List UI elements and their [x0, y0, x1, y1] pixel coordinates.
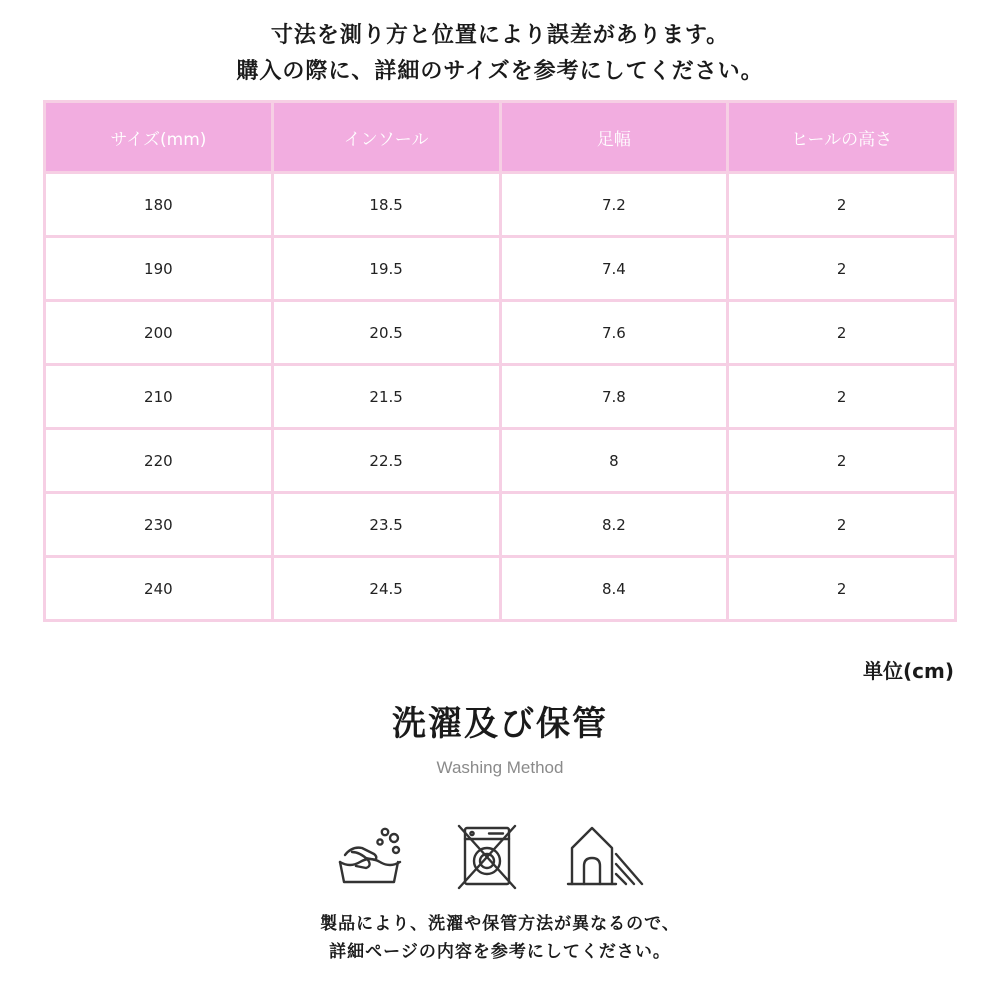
cell-insole: 18.5 — [272, 173, 500, 237]
cell-size: 190 — [45, 237, 273, 301]
size-table — [43, 100, 957, 622]
footer-line-1: 製品により、洗濯や保管方法が異なるので、 — [320, 914, 680, 934]
cell-insole: 21.5 — [272, 365, 500, 429]
washing-title: 洗濯及び保管 — [392, 704, 608, 744]
cell-heel-height: 2 — [728, 493, 956, 557]
cell-insole: 22.5 — [272, 429, 500, 493]
cell-size: 230 — [45, 493, 273, 557]
cell-size: 220 — [45, 429, 273, 493]
cell-foot-width: 7.4 — [500, 237, 728, 301]
cell-foot-width: 7.2 — [500, 173, 728, 237]
cell-size: 200 — [45, 301, 273, 365]
table-row — [45, 301, 956, 365]
cell-heel-height: 2 — [728, 173, 956, 237]
table-row — [45, 237, 956, 301]
table-row — [45, 365, 956, 429]
header-insole: インソール — [272, 102, 500, 173]
cell-heel-height: 2 — [728, 365, 956, 429]
cell-insole: 24.5 — [272, 557, 500, 621]
cell-foot-width: 8 — [500, 429, 728, 493]
cell-foot-width: 8.4 — [500, 557, 728, 621]
cell-insole: 23.5 — [272, 493, 500, 557]
intro-note — [0, 18, 1000, 90]
table-row — [45, 493, 956, 557]
cell-heel-height: 2 — [728, 237, 956, 301]
cell-foot-width: 7.8 — [500, 365, 728, 429]
intro-line-2: 購入の際に、詳細のサイズを参考にしてください。 — [236, 59, 764, 84]
cell-size: 240 — [45, 557, 273, 621]
cell-heel-height: 2 — [728, 301, 956, 365]
header-foot-width: 足幅 — [500, 102, 728, 173]
unit-note: 単位(cm) — [863, 659, 954, 683]
footer-line-2: 詳細ページの内容を参考にしてください。 — [329, 942, 671, 962]
table-row — [45, 557, 956, 621]
cell-heel-height: 2 — [728, 557, 956, 621]
cell-insole: 19.5 — [272, 237, 500, 301]
header-heel-height: ヒールの高さ — [728, 102, 956, 173]
cell-foot-width: 7.6 — [500, 301, 728, 365]
table-row — [45, 429, 956, 493]
cell-heel-height: 2 — [728, 429, 956, 493]
header-size: サイズ(mm) — [45, 102, 273, 173]
washing-subtitle: Washing Method — [436, 758, 564, 777]
cell-size: 210 — [45, 365, 273, 429]
dry-in-shade-icon — [564, 822, 644, 892]
cell-insole: 20.5 — [272, 301, 500, 365]
no-machine-wash-icon — [447, 822, 527, 892]
cell-foot-width: 8.2 — [500, 493, 728, 557]
table-header-row — [45, 102, 956, 173]
footer-note — [0, 910, 1000, 966]
hand-wash-icon — [330, 822, 410, 892]
care-icons — [0, 822, 1000, 892]
table-row — [45, 173, 956, 237]
cell-size: 180 — [45, 173, 273, 237]
intro-line-1: 寸法を測り方と位置により誤差があります。 — [270, 23, 730, 48]
